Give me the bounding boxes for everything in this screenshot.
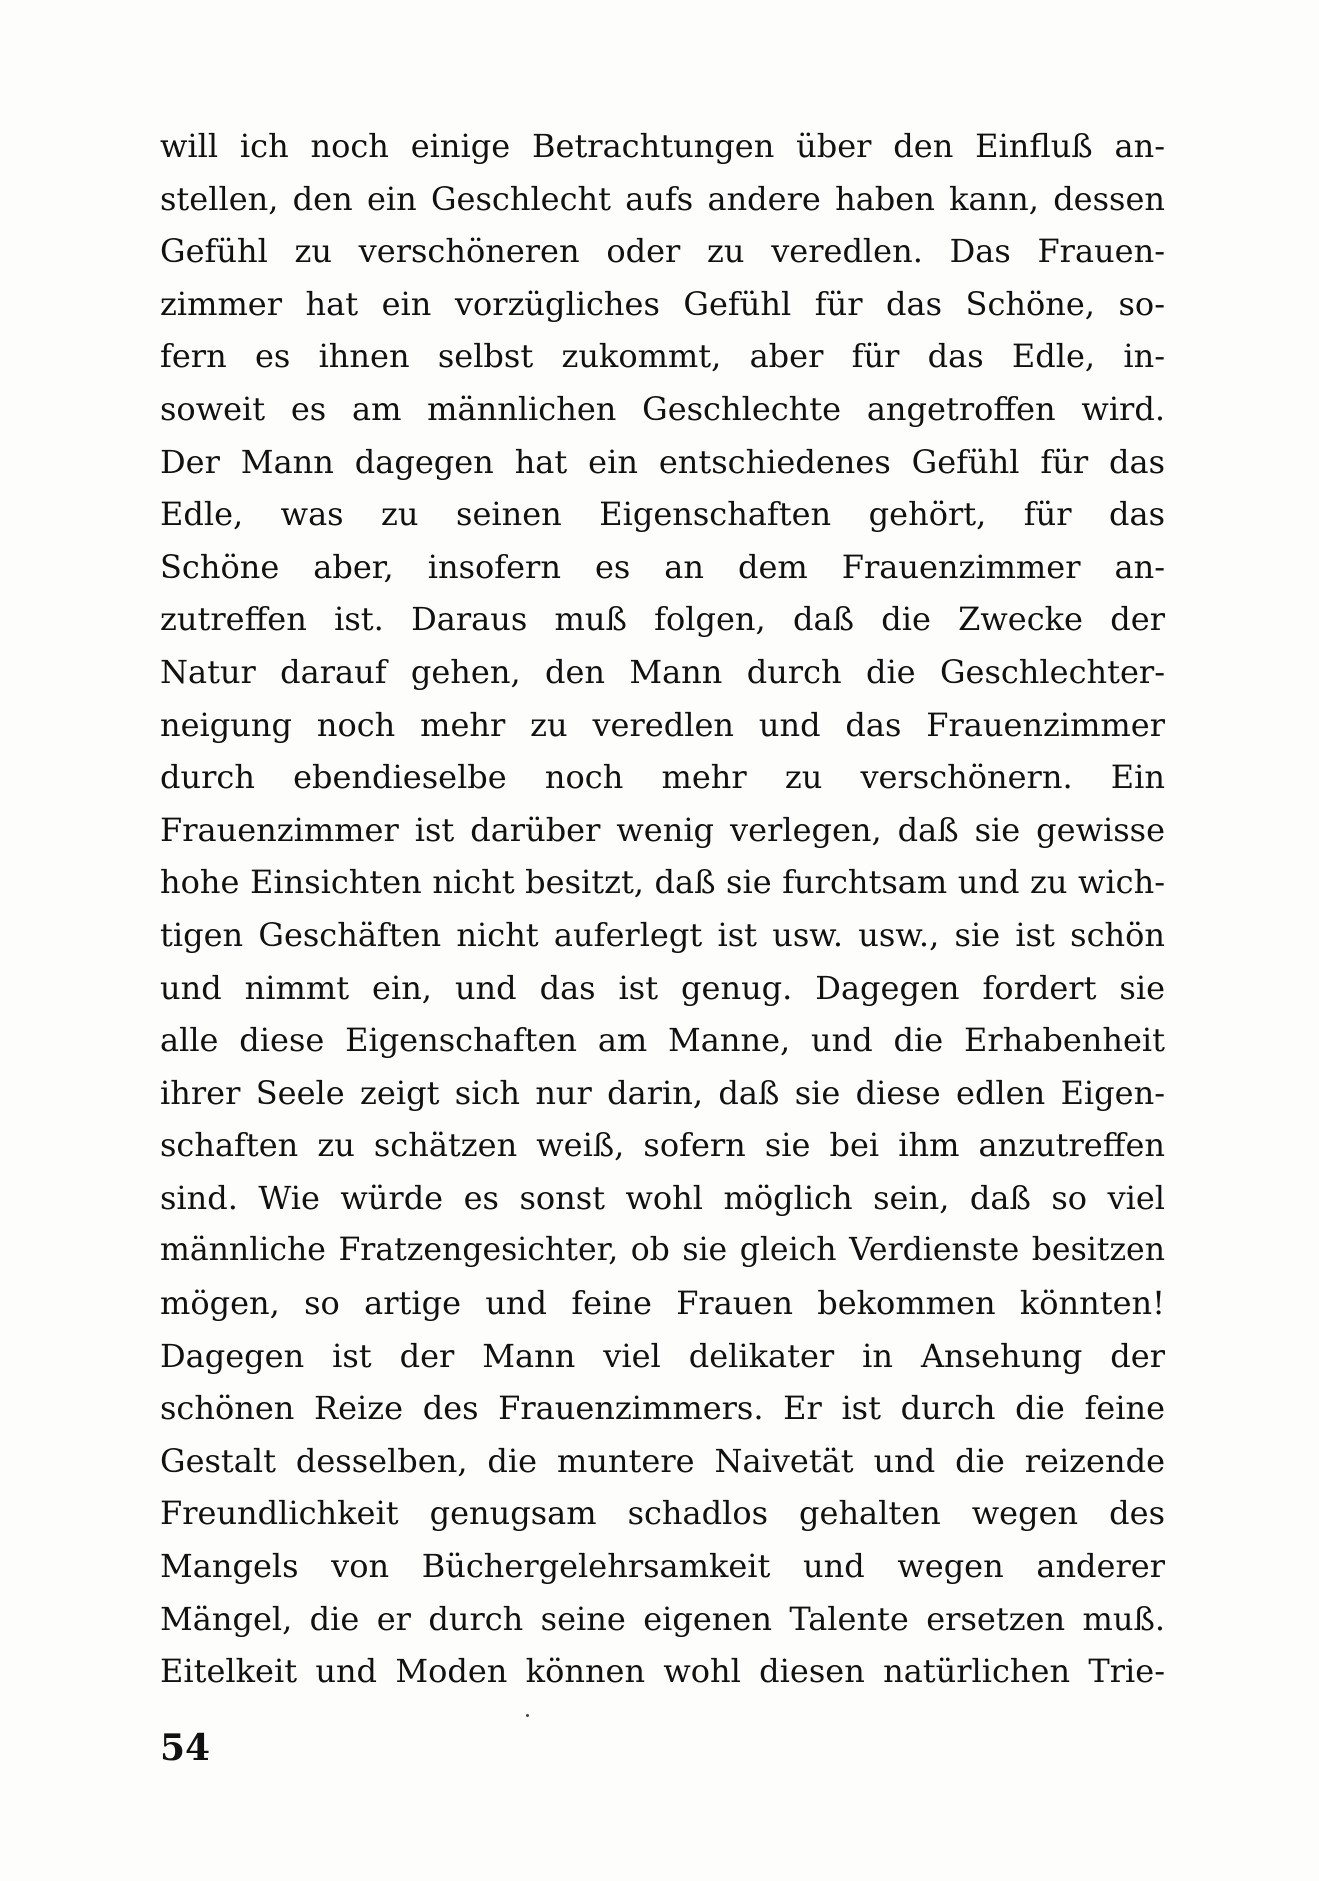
text-line: schönen Reize des Frauenzimmers. Er ist durch die feine (160, 1389, 1165, 1428)
text-line: und nimmt ein, und das ist genug. Dagegen fordert sie (160, 968, 1165, 1007)
text-line: männliche Fratzengesichter, ob sie gleich Verdienste besitzen (160, 1232, 1165, 1269)
text-line: fern es ihnen selbst zukommt, aber für das Edle, in- (160, 337, 1165, 376)
text-line: Natur darauf gehen, den Mann durch die Geschlechter- (160, 652, 1165, 691)
text-line: zutreffen ist. Daraus muß folgen, daß die Zwecke der (160, 600, 1165, 639)
text-line: durch ebendieselbe noch mehr zu verschönern. Ein (160, 758, 1165, 797)
text-line: tigen Geschäften nicht auferlegt ist usw. usw., sie ist schön (160, 915, 1165, 954)
text-line: zimmer hat ein vorzügliches Gefühl für das Schöne, so- (160, 284, 1165, 323)
text-line: Gestalt desselben, die muntere Naivetät und die reizende (160, 1441, 1165, 1480)
page-number: 54 (160, 1727, 211, 1769)
text-line: Schöne aber, insofern es an dem Frauenzimmer an- (160, 547, 1165, 586)
text-line: Der Mann dagegen hat ein entschiedenes Gefühl für das (160, 442, 1165, 481)
text-line: soweit es am männlichen Geschlechte angetroffen wird. (160, 389, 1165, 428)
text-line: Mangels von Büchergelehrsamkeit und wegen anderer (160, 1547, 1165, 1586)
text-line: neigung noch mehr zu veredlen und das Frauenzimmer (160, 705, 1165, 744)
text-line: Dagegen ist der Mann viel delikater in Ansehung der (160, 1336, 1165, 1375)
print-speck (526, 1714, 529, 1717)
text-line: mögen, so artige und feine Frauen bekommen könnten! (160, 1284, 1165, 1323)
text-line: will ich noch einige Betrachtungen über den Einfluß an- (160, 127, 1165, 165)
text-line: stellen, den ein Geschlecht aufs andere haben kann, dessen (160, 179, 1165, 218)
text-line: hohe Einsichten nicht besitzt, daß sie furchtsam und zu wich- (160, 863, 1165, 902)
text-line: Gefühl zu verschöneren oder zu veredlen. Das Frauen- (160, 232, 1165, 271)
text-line: sind. Wie würde es sonst wohl möglich sein, daß so viel (160, 1178, 1165, 1217)
body-text (160, 120, 1165, 1698)
text-line: Eitelkeit und Moden können wohl diesen natürlichen Trie- (160, 1652, 1165, 1691)
text-line: ihrer Seele zeigt sich nur darin, daß sie diese edlen Eigen- (160, 1073, 1165, 1112)
text-line: Frauenzimmer ist darüber wenig verlegen, daß sie gewisse (160, 810, 1165, 849)
text-line: schaften zu schätzen weiß, sofern sie bei ihm anzutreffen (160, 1126, 1165, 1165)
text-line: Freundlichkeit genugsam schadlos gehalten wegen des (160, 1494, 1165, 1533)
text-line: Edle, was zu seinen Eigenschaften gehört, für das (160, 495, 1165, 534)
text-line: alle diese Eigenschaften am Manne, und die Erhabenheit (160, 1021, 1165, 1060)
text-line: Mängel, die er durch seine eigenen Talente ersetzen muß. (160, 1599, 1165, 1638)
